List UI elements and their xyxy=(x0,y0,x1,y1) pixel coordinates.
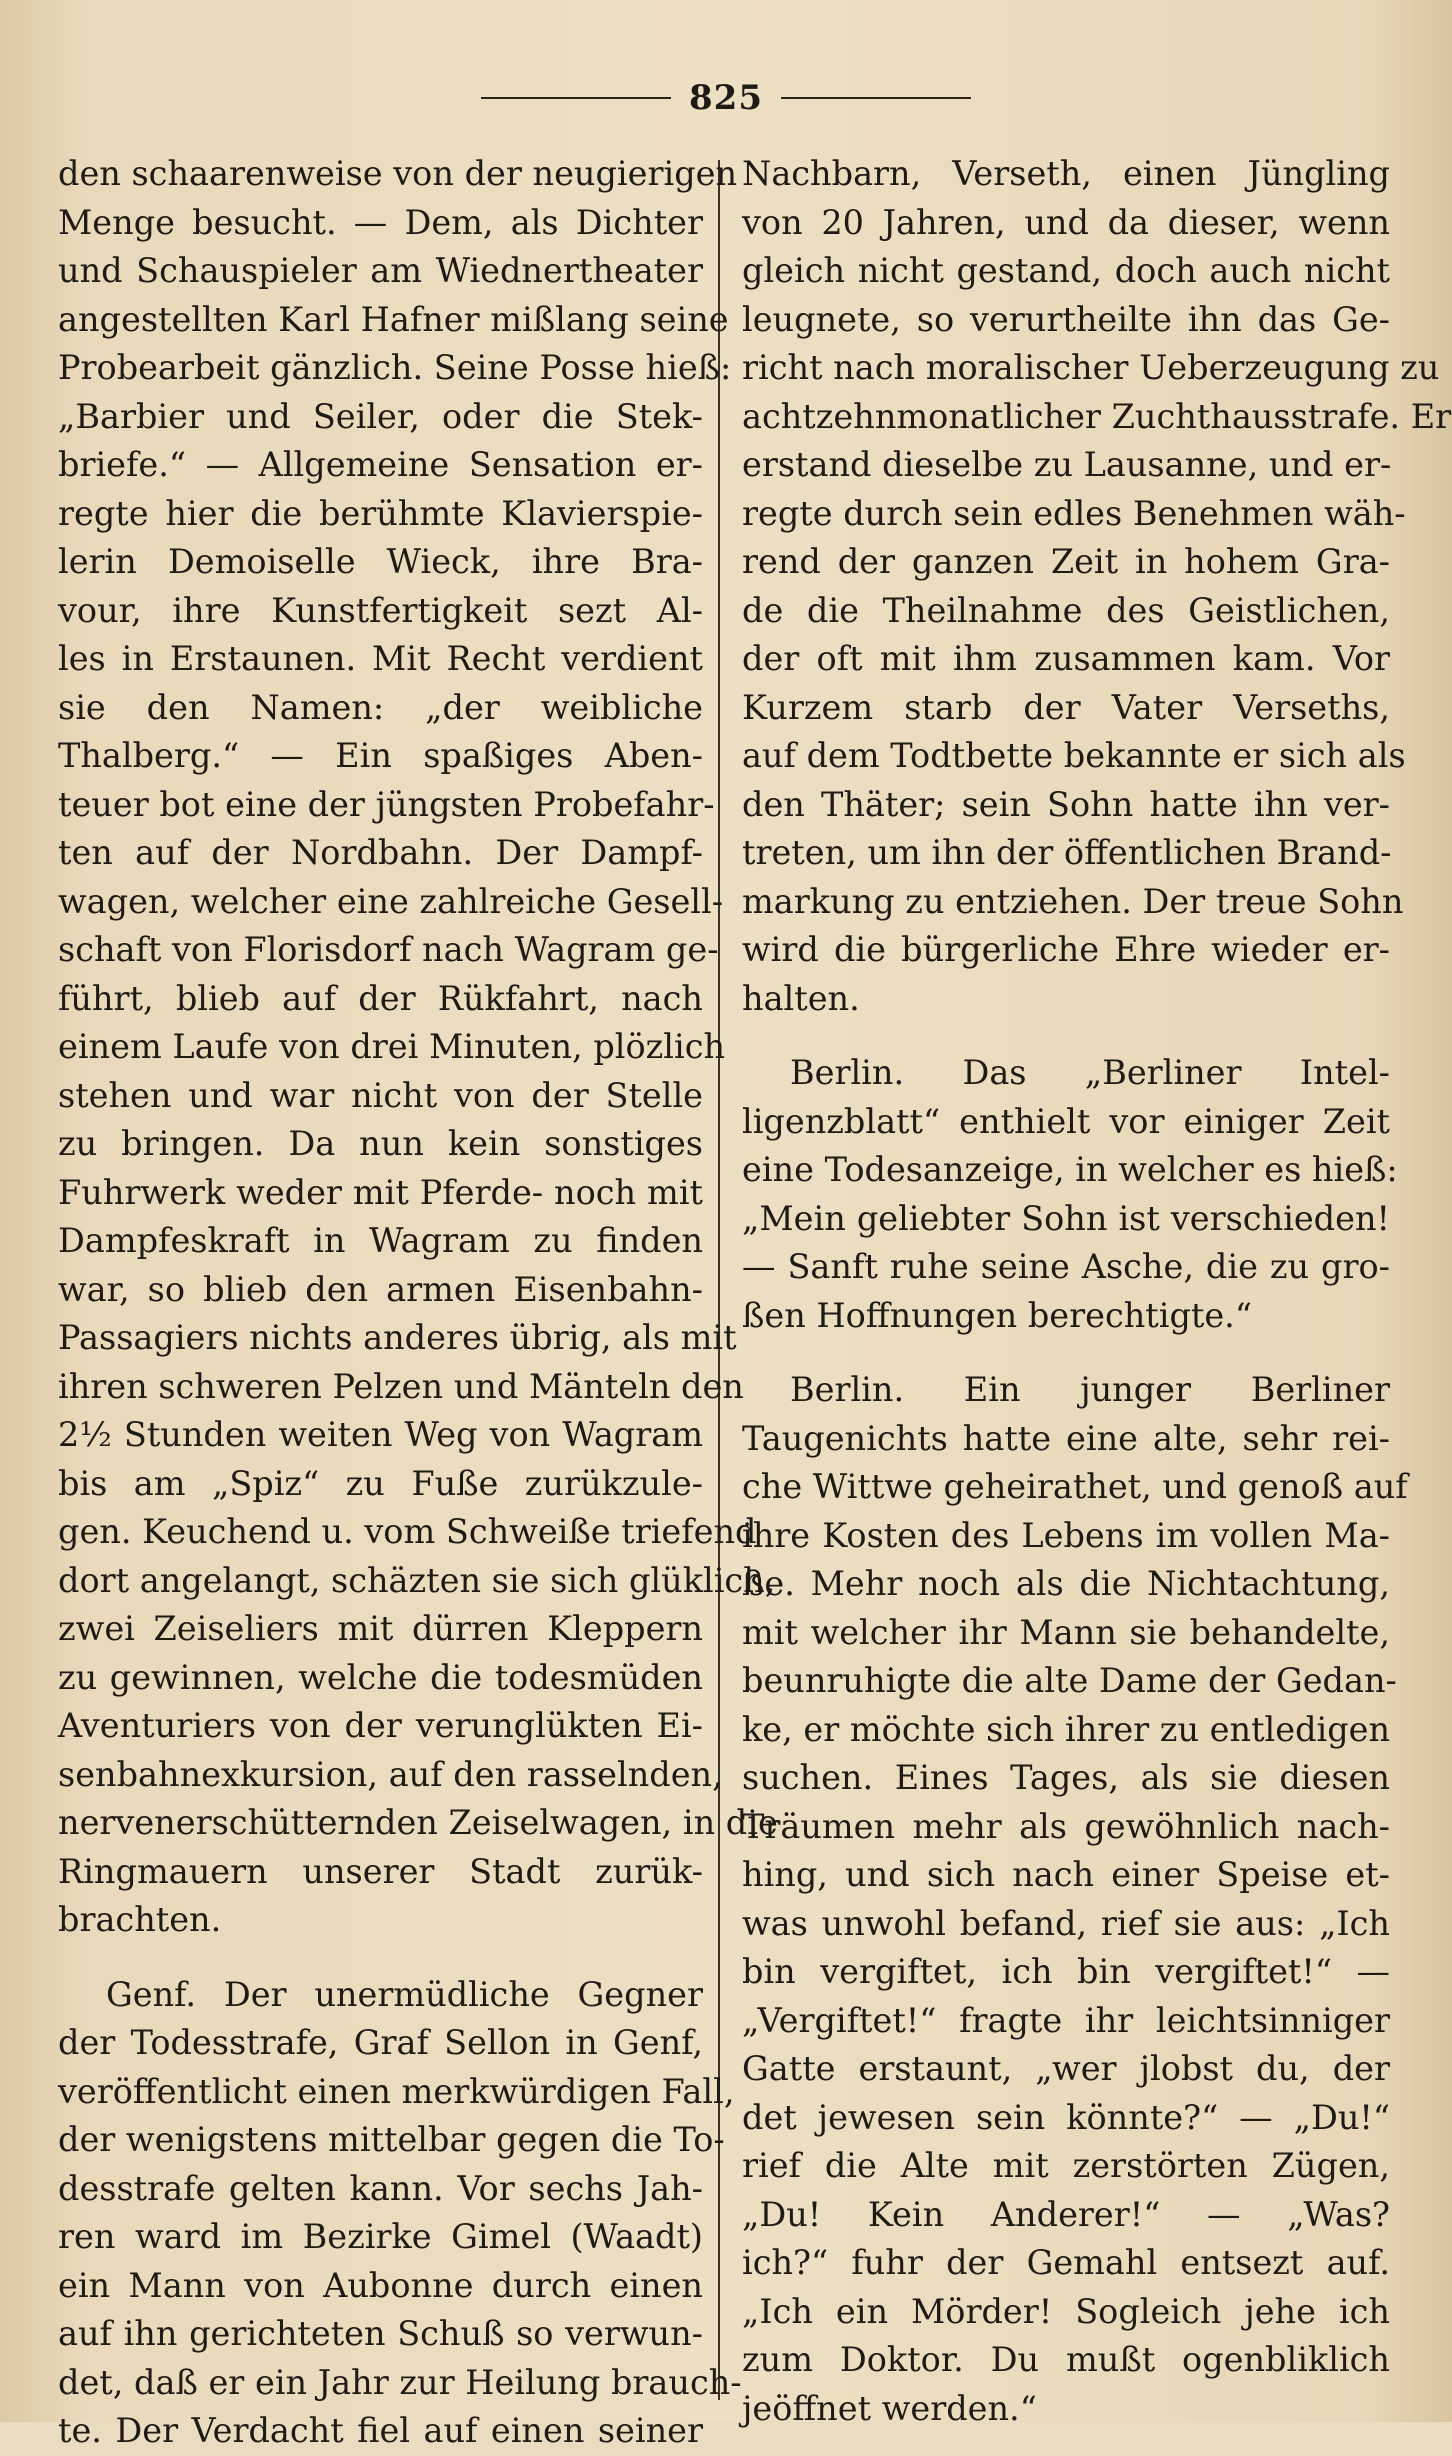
text-line: rend der ganzen Zeit in hohem Gra- xyxy=(742,542,1390,581)
text-line: den schaarenweise von der neugierigen xyxy=(58,154,738,193)
text-line: achtzehnmonatlicher Zuchthausstrafe. Er xyxy=(742,396,1452,436)
page-number: 825 xyxy=(689,78,763,118)
text-line: der oft mit ihm zusammen kam. Vor xyxy=(742,639,1390,678)
text-line: ich?“ fuhr der Gemahl entsezt auf. xyxy=(742,2243,1390,2282)
text-line: auf dem Todtbette bekannte er sich als xyxy=(742,736,1406,775)
text-line: che Wittwe geheirathet, und genoß auf xyxy=(742,1467,1408,1506)
text-line: senbahnexkursion, auf den rasselnden, xyxy=(58,1754,723,1794)
text-line: lerin Demoiselle Wieck, ihre Bra- xyxy=(58,542,703,581)
text-line: dort angelangt, schäzten sie sich glüklich, xyxy=(58,1560,776,1600)
text-line: Fuhrwerk weder mit Pferde- noch mit xyxy=(58,1172,703,1212)
text-line: halten. xyxy=(742,978,860,1018)
text-line: „Ich ein Mörder! Sogleich jehe ich xyxy=(742,2291,1390,2331)
text-line: suchen. Eines Tages, als sie diesen xyxy=(742,1758,1390,1797)
page-header xyxy=(0,78,1452,118)
text-line: führt, blieb auf der Rükfahrt, nach xyxy=(58,978,703,1018)
text-line: vour, ihre Kunstfertigkeit sezt Al- xyxy=(58,590,703,630)
text-line: gen. Keuchend u. vom Schweiße triefend xyxy=(58,1512,757,1551)
header-rule-right xyxy=(781,97,971,99)
text-line: von 20 Jahren, und da dieser, wenn xyxy=(742,202,1390,242)
text-line: ren ward im Bezirke Gimel (Waadt) xyxy=(58,2217,703,2256)
text-line: schaft von Florisdorf nach Wagram ge- xyxy=(58,930,719,969)
text-line: — Sanft ruhe seine Asche, die zu gro- xyxy=(742,1247,1390,1286)
text-line: ihren schweren Pelzen und Mänteln den xyxy=(58,1366,744,1406)
text-line: stehen und war nicht von der Stelle xyxy=(58,1075,703,1115)
text-line: sie den Namen: „der weibliche xyxy=(58,687,703,727)
text-line: desstrafe gelten kann. Vor sechs Jah- xyxy=(58,2168,703,2208)
text-line: ße. Mehr noch als die Nichtachtung, xyxy=(742,1564,1390,1603)
text-line: Taugenichts hatte eine alte, sehr rei- xyxy=(742,1418,1390,1458)
text-line: treten, um ihn der öffentlichen Brand- xyxy=(742,833,1392,872)
text-line: zu gewinnen, welche die todesmüden xyxy=(58,1657,703,1697)
text-line: einem Laufe von drei Minuten, plözlich xyxy=(58,1027,726,1066)
text-line: briefe.“ — Allgemeine Sensation er- xyxy=(58,445,703,484)
text-line: Träumen mehr als gewöhnlich nach- xyxy=(742,1806,1390,1846)
text-line: der Todesstrafe, Graf Sellon in Genf, xyxy=(58,2023,703,2062)
text-line: erstand dieselbe zu Lausanne, und er- xyxy=(742,445,1392,484)
text-line: Thalberg.“ — Ein spaßiges Aben- xyxy=(58,736,703,775)
text-line: richt nach moralischer Ueberzeugung zu xyxy=(742,348,1440,387)
text-line: „Vergiftet!“ fragte ihr leichtsinniger xyxy=(742,2000,1390,2040)
text-line: nervenerschütternden Zeiselwagen, in die xyxy=(58,1803,778,1842)
text-line: angestellten Karl Hafner mißlang seine xyxy=(58,299,729,339)
text-line: beunruhigte die alte Dame der Gedan- xyxy=(742,1661,1397,1700)
text-line: Aventuriers von der verunglükten Ei- xyxy=(58,1706,703,1745)
text-line: ligenzblatt“ enthielt vor einiger Zeit xyxy=(742,1101,1390,1141)
text-line: „Barbier und Seiler, oder die Stek- xyxy=(58,396,703,436)
text-line: zwei Zeiseliers mit dürren Kleppern xyxy=(58,1609,703,1648)
text-line: ßen Hoffnungen berechtigte.“ xyxy=(742,1295,1252,1335)
text-line: den Thäter; sein Sohn hatte ihn ver- xyxy=(742,784,1390,824)
text-line: ein Mann von Aubonne durch einen xyxy=(58,2265,703,2305)
text-line: Gatte erstaunt, „wer jlobst du, der xyxy=(742,2049,1390,2088)
text-line: zu bringen. Da nun kein sonstiges xyxy=(58,1124,703,1163)
column-divider xyxy=(718,160,720,2400)
text-line: les in Erstaunen. Mit Recht verdient xyxy=(58,639,703,678)
text-line: Berlin. Ein junger Berliner xyxy=(790,1370,1390,1409)
text-line: det jewesen sein könnte?“ — „Du!“ xyxy=(742,2097,1390,2137)
text-line: brachten. xyxy=(58,1900,222,1939)
text-line: „Mein geliebter Sohn ist verschieden! xyxy=(742,1198,1390,1238)
text-line: regte durch sein edles Benehmen wäh- xyxy=(742,493,1406,533)
text-line: ihre Kosten des Lebens im vollen Ma- xyxy=(742,1515,1390,1555)
text-line: Kurzem starb der Vater Verseths, xyxy=(742,687,1390,727)
paragraph-gap xyxy=(58,1945,703,1971)
text-line: hing, und sich nach einer Speise et- xyxy=(742,1855,1390,1894)
paragraph-gap xyxy=(742,1340,1390,1366)
text-line: te. Der Verdacht fiel auf einen seiner xyxy=(58,2411,703,2450)
text-line: war, so blieb den armen Eisenbahn- xyxy=(58,1269,703,1309)
text-line: ke, er möchte sich ihrer zu entledigen xyxy=(742,1709,1391,1749)
text-line: was unwohl befand, rief sie aus: „Ich xyxy=(742,1903,1390,1943)
text-line: rief die Alte mit zerstörten Zügen, xyxy=(742,2146,1390,2185)
text-line: leugnete, so verurtheilte ihn das Ge- xyxy=(742,299,1390,339)
text-line: Ringmauern unserer Stadt zurük- xyxy=(58,1851,703,1891)
text-line: teuer bot eine der jüngsten Probefahr- xyxy=(58,784,715,824)
text-line: Dampfeskraft in Wagram zu finden xyxy=(58,1221,703,1260)
text-line: eine Todesanzeige, in welcher es hieß: xyxy=(742,1150,1398,1189)
text-line: mit welcher ihr Mann sie behandelte, xyxy=(742,1612,1390,1652)
paragraph-gap xyxy=(742,1023,1390,1049)
text-line: Menge besucht. — Dem, als Dichter xyxy=(58,202,703,242)
text-line: ten auf der Nordbahn. Der Dampf- xyxy=(58,833,703,872)
text-line: markung zu entziehen. Der treue Sohn xyxy=(742,881,1404,921)
text-line: Berlin. Das „Berliner Intel- xyxy=(790,1053,1390,1092)
text-line: und Schauspieler am Wiednertheater xyxy=(58,251,703,290)
text-line: det, daß er ein Jahr zur Heilung brauch- xyxy=(58,2362,742,2402)
text-line: bin vergiftet, ich bin vergiftet!“ — xyxy=(742,1952,1390,1991)
left-column xyxy=(58,150,778,2456)
text-line: Probearbeit gänzlich. Seine Posse hieß: xyxy=(58,348,732,387)
text-line: bis am „Spiz“ zu Fuße zurükzule- xyxy=(58,1463,703,1503)
header-rule-left xyxy=(481,97,671,99)
text-line: Passagiers nichts anderes übrig, als mit xyxy=(58,1318,737,1357)
text-line: wird die bürgerliche Ehre wieder er- xyxy=(742,930,1390,969)
text-line: regte hier die berühmte Klavierspie- xyxy=(58,493,703,533)
text-line: der wenigstens mittelbar gegen die To- xyxy=(58,2120,725,2159)
text-line: Genf. Der unermüdliche Gegner xyxy=(106,1974,703,2014)
right-column xyxy=(742,150,1452,2433)
text-line: zum Doktor. Du mußt ogenbliklich xyxy=(742,2340,1390,2379)
text-line: gleich nicht gestand, doch auch nicht xyxy=(742,251,1390,290)
text-line: „Du! Kein Anderer!“ — „Was? xyxy=(742,2194,1390,2234)
text-line: veröffentlicht einen merkwürdigen Fall, xyxy=(58,2071,735,2111)
text-line: 2½ Stunden weiten Weg von Wagram xyxy=(58,1415,703,1454)
text-line: jeöffnet werden.“ xyxy=(742,2388,1037,2428)
text-line: wagen, welcher eine zahlreiche Gesell- xyxy=(58,881,724,921)
text-line: Nachbarn, Verseth, einen Jüngling xyxy=(742,154,1390,193)
text-line: de die Theilnahme des Geistlichen, xyxy=(742,590,1390,630)
text-line: auf ihn gerichteten Schuß so verwun- xyxy=(58,2314,703,2353)
